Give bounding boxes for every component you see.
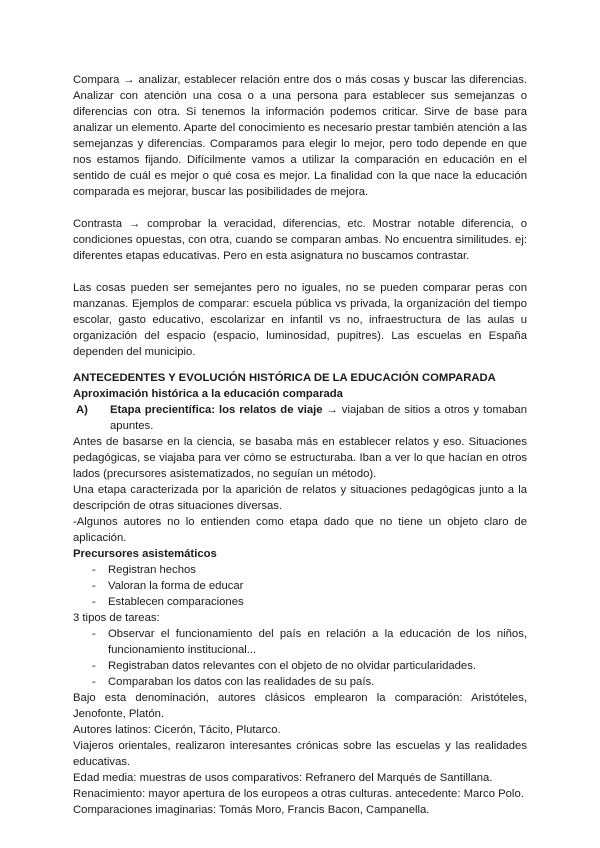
- paragraph-semejantes: Las cosas pueden ser semejantes pero no iguales, no se pueden comparar peras con manzanas. Ejemplos de comparar: escuela pública vs privada, la organización del tiempo escolar, gasto educativo, escolarizar en infantil vs no, infraestructura de las aulas u organización del espacio (espacio, luminosidad, pupitres). Las escuelas en España dependen del municipio.: [73, 282, 527, 358]
- list-item: - Establecen comparaciones: [92, 596, 244, 608]
- section-subtitle: Aproximación histórica a la educación comparada: [73, 388, 343, 400]
- paragraph-autores: -Algunos autores no lo entienden como etapa dado que no tiene un objeto claro de aplicación.: [73, 516, 527, 544]
- tareas-title: 3 tipos de tareas:: [73, 612, 160, 624]
- item-a-marker: A): [76, 404, 88, 416]
- list-item-a: [73, 402, 527, 434]
- list-item: - Comparaban los datos con las realidades de su país.: [92, 676, 375, 688]
- item-a-rest: → viajaban de sitios a otros y tomaban apuntes.: [110, 404, 527, 432]
- closing-renacimiento: Renacimiento: mayor apertura de los europeos a otras culturas. antecedente: Marco Polo.: [73, 788, 524, 800]
- list-item: - Registran hechos: [92, 564, 196, 576]
- precursores-title: Precursores asistemáticos: [73, 548, 217, 560]
- list-item: - Observar el funcionamiento del país en relación a la educación de los niños, funcionamiento institucional...: [92, 628, 527, 656]
- precursores-list: [73, 562, 527, 610]
- closing-imaginarias: Comparaciones imaginarias: Tomás Moro, Francis Bacon, Campanella.: [73, 804, 430, 816]
- closing-clasicos: Bajo esta denominación, autores clásicos emplearon la comparación: Aristóteles, Jenofonte, Platón.: [73, 692, 527, 720]
- item-a-bold: Etapa precientífica: los relatos de viaje: [110, 404, 323, 416]
- tareas-list: [73, 626, 527, 690]
- closing-edad-media: Edad media: muestras de usos comparativos: Refranero del Marqués de Santillana.: [73, 772, 493, 784]
- paragraph-antes: Antes de basarse en la ciencia, se basaba más en establecer relatos y eso. Situaciones pedagógicas, se viajaba para ver cómo se estructuraba. Iban a ver lo que hacían en otros lados (precursores asistematizados, no seguían un método).: [73, 436, 527, 480]
- paragraph-etapa: Una etapa caracterizada por la aparición de relatos y situaciones pedagógicas junto a la descripción de otras situaciones diversas.: [73, 484, 527, 512]
- paragraph-contrasta: Contrasta → comprobar la veracidad, diferencias, etc. Mostrar notable diferencia, o condiciones opuestas, con otra, cuando se comparan ambas. No encuentra similitudes. ej: diferentes etapas educativas. Pero en esta asignatura no buscamos contrastar.: [73, 218, 527, 262]
- list-item: - Registraban datos relevantes con el objeto de no olvidar particularidades.: [92, 660, 477, 672]
- list-item: - Valoran la forma de educar: [92, 580, 244, 592]
- section-title: ANTECEDENTES Y EVOLUCIÓN HISTÓRICA DE LA EDUCACIÓN COMPARADA: [73, 372, 496, 384]
- item-a-body: [110, 402, 527, 434]
- document-page: [73, 72, 527, 818]
- closing-latinos: Autores latinos: Cicerón, Tácito, Plutarco.: [73, 724, 281, 736]
- closing-orientales: Viajeros orientales, realizaron interesantes crónicas sobre las escuelas y las realidades educativas.: [73, 740, 527, 768]
- paragraph-compara: Compara → analizar, establecer relación entre dos o más cosas y buscar las diferencias. Analizar con atención una cosa o a una persona para establecer sus semejanzas o diferencias con otra. Si tenemos la información podemos criticar. Sirve de base para analizar un elemento. Aparte del conocimiento es necesario prestar también atención a las semejanzas y diferencias. Comparamos para elegir lo mejor, pero todo depende en que nos estamos fijando. Difícilmente vamos a utilizar la comparación en educación en el sentido de cuál es mejor o qué cosa es mejor. La finalidad con la que nace la educación comparada es mejorar, buscar las posibilidades de mejora.: [73, 74, 527, 198]
